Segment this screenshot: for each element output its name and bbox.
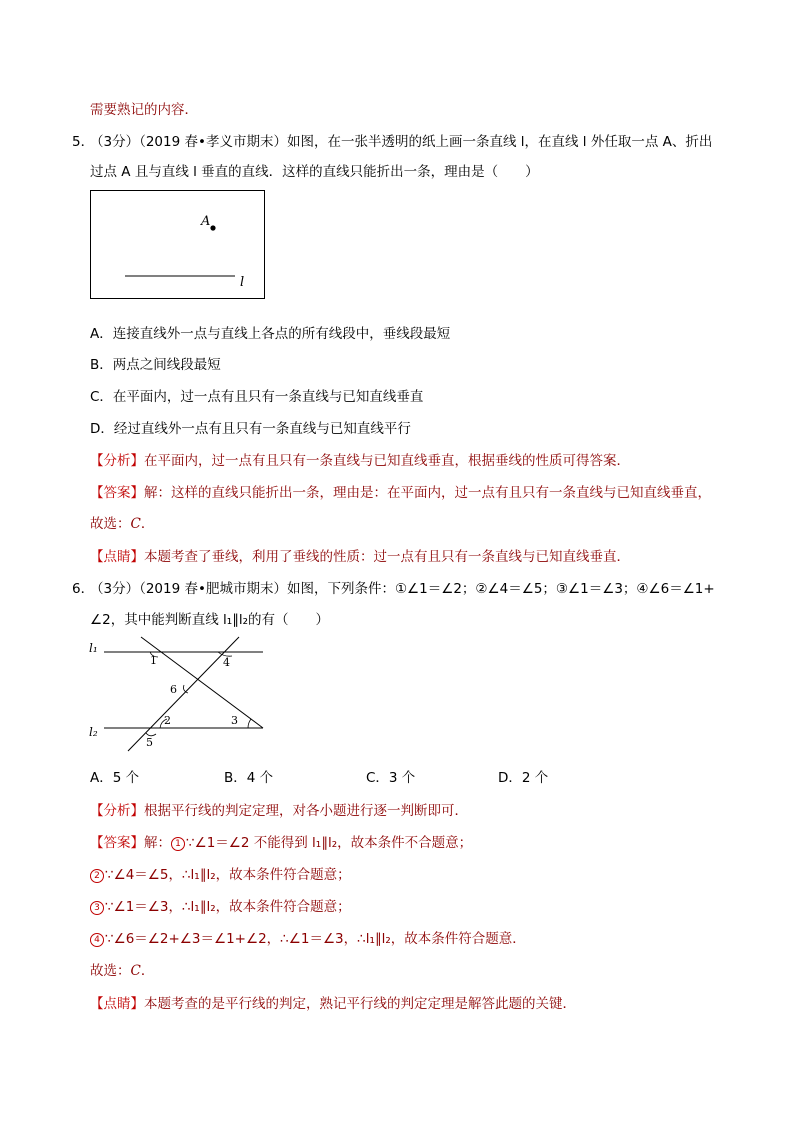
step-number-4: 4 [90, 933, 104, 947]
comment-tag: 【点睛】 [90, 996, 144, 1012]
answer-tag: 【答案】 [90, 485, 144, 501]
choose-prefix: 故选： [90, 516, 131, 532]
question-5-stem-line1: （3分）（2019 春•孝义市期末）如图，在一张半透明的纸上画一条直线 l，在直线 l 外任取一点 A、折出 [90, 134, 713, 150]
question-6-step-4 [90, 930, 526, 948]
question-6-answer [90, 834, 472, 852]
angle-label-4: 4 [223, 656, 230, 669]
question-5-comment [90, 548, 630, 566]
question-6-stem-line1: （3分）（2019 春•肥城市期末）如图，下列条件：①∠1＝∠2；②∠4＝∠5；③∠1＝∠3；④∠6＝∠1+ [90, 581, 715, 597]
answer-text: 解：这样的直线只能折出一条，理由是：在平面内，过一点有且只有一条直线与已知直线垂直， [144, 485, 711, 501]
transversal-left [141, 637, 263, 728]
question-5-analysis [90, 452, 630, 470]
angle-label-6: 6 [170, 683, 177, 696]
angle-label-2: 2 [164, 714, 171, 727]
choose-prefix: 故选： [90, 963, 131, 979]
step-text-3: ∵∠1＝∠3，∴l₁∥l₂，故本条件符合题意； [105, 899, 351, 915]
question-6-choose [90, 962, 154, 980]
angle-3-arc [248, 719, 251, 728]
analysis-tag: 【分析】 [90, 803, 144, 819]
question-6-comment [90, 995, 576, 1013]
step-text-1: ∵∠1＝∠2 不能得到 l₁∥l₂，故本条件不合题意； [186, 835, 473, 851]
step-number-3: 3 [90, 901, 104, 915]
line-l-label: l [240, 275, 245, 290]
question-5-option-d: D．经过直线外一点有且只有一条直线与已知直线平行 [90, 421, 411, 437]
step-number-1: 1 [171, 837, 185, 851]
question-5-option-b: B．两点之间线段最短 [90, 357, 221, 373]
choose-letter: C [130, 516, 141, 532]
step-number-2: 2 [90, 869, 104, 883]
label-l2: l₂ [89, 725, 98, 739]
step-text-4: ∵∠6＝∠2+∠3＝∠1+∠2，∴∠1＝∠3，∴l₁∥l₂，故本条件符合题意． [105, 931, 526, 947]
answer-intro: 解： [144, 835, 171, 851]
analysis-text: 在平面内，过一点有且只有一条直线与已知直线垂直，根据垂线的性质可得答案． [144, 453, 630, 469]
comment-text: 本题考查的是平行线的判定，熟记平行线的判定定理是解答此题的关键． [144, 996, 576, 1012]
label-l1: l₁ [89, 641, 98, 655]
angle-label-5: 5 [146, 736, 153, 749]
question-5-option-a: A．连接直线外一点与直线上各点的所有线段中，垂线段最短 [90, 326, 451, 342]
question-6-option-c: C．3 个 [366, 770, 416, 786]
angle-label-3: 3 [231, 714, 238, 727]
question-5-figure [90, 190, 266, 300]
angle-6-arc [184, 685, 189, 693]
question-6-number: 6． [72, 581, 95, 597]
paper-rect [91, 191, 265, 299]
question-6-figure [86, 635, 268, 755]
question-5-number: 5． [72, 134, 95, 150]
analysis-tag: 【分析】 [90, 453, 144, 469]
question-5-option-c: C．在平面内，过一点有且只有一条直线与已知直线垂直 [90, 389, 424, 405]
choose-suffix: ． [140, 516, 155, 532]
comment-tag: 【点睛】 [90, 549, 144, 565]
question-6-analysis [90, 802, 468, 820]
question-6-step-3 [90, 898, 351, 916]
answer-tag: 【答案】 [90, 835, 144, 851]
question-6-stem-line2: ∠2，其中能判断直线 l₁∥l₂的有（ ） [90, 612, 330, 628]
choose-suffix: ． [140, 963, 155, 979]
question-6-option-b: B．4 个 [224, 770, 274, 786]
point-a [210, 225, 215, 230]
comment-text: 本题考查了垂线，利用了垂线的性质：过一点有且只有一条直线与已知直线垂直． [144, 549, 630, 565]
step-text-2: ∵∠4＝∠5，∴l₁∥l₂，故本条件符合题意； [105, 867, 351, 883]
question-5-answer [90, 484, 711, 502]
angle-label-1: 1 [150, 654, 157, 667]
previous-note: 需要熟记的内容． [90, 102, 198, 118]
analysis-text: 根据平行线的判定定理，对各小题进行逐一判断即可． [144, 803, 468, 819]
point-a-label: A [201, 214, 211, 229]
question-6-option-d: D．2 个 [498, 770, 549, 786]
choose-letter: C [130, 963, 141, 979]
question-5-stem-line2: 过点 A 且与直线 l 垂直的直线．这样的直线只能折出一条，理由是（ ） [90, 164, 539, 180]
question-5-choose [90, 515, 154, 533]
question-6-option-a: A．5 个 [90, 770, 140, 786]
question-6-step-2 [90, 866, 351, 884]
transversal-right [128, 637, 239, 751]
